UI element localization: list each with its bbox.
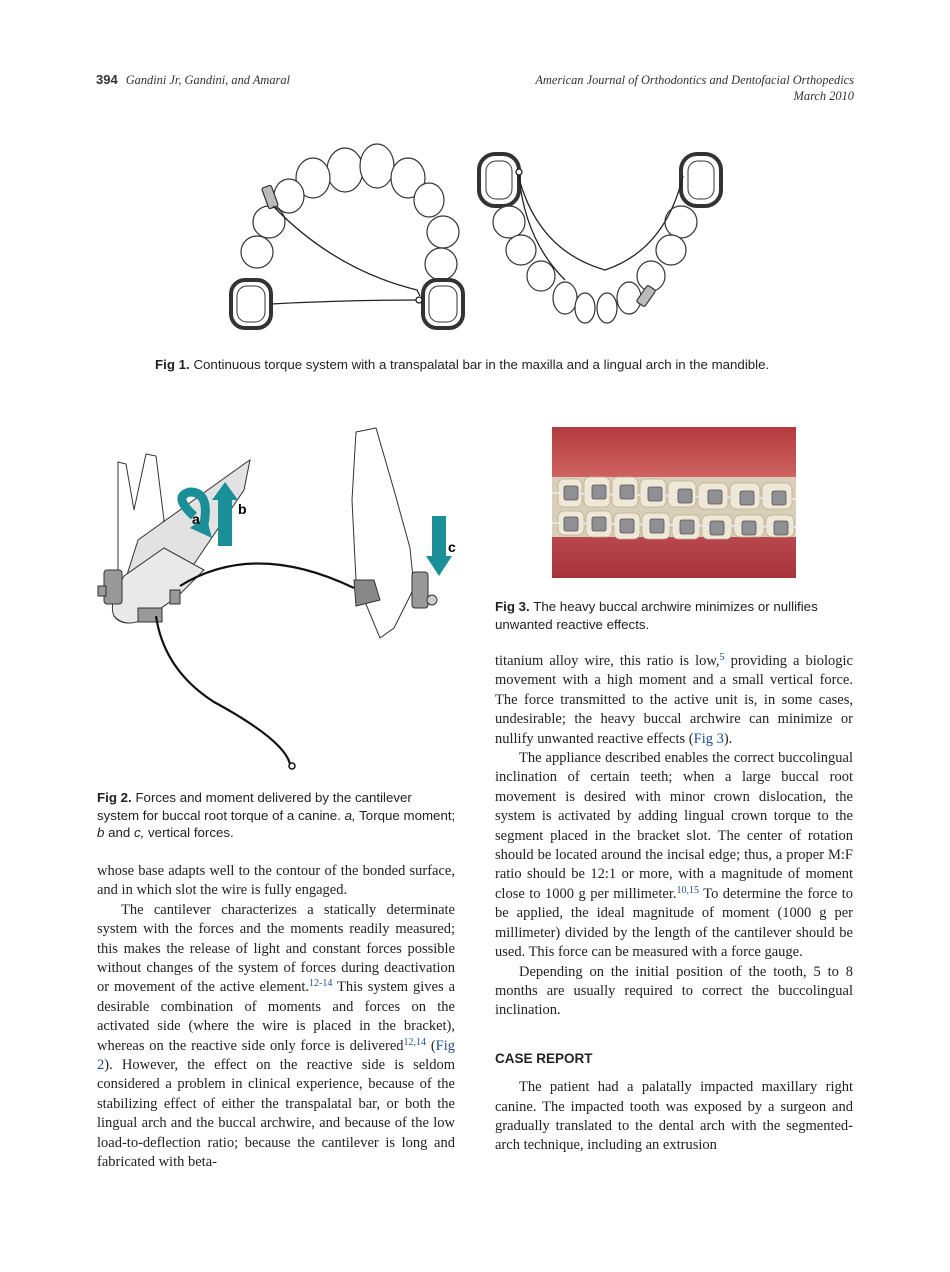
fig2-caption-a: a, bbox=[344, 807, 356, 823]
left-paragraph-1: whose base adapts well to the contour of the bonded surface, and in which slot the wire is fully engaged. bbox=[97, 863, 455, 899]
running-header-left bbox=[96, 72, 290, 88]
fig2-caption-c: c, bbox=[133, 825, 145, 840]
right-column bbox=[495, 652, 853, 1156]
left-column bbox=[97, 862, 455, 1173]
fig2-link[interactable]: Fig 2 bbox=[97, 1037, 455, 1074]
fig1-illustration bbox=[225, 140, 735, 340]
citation-5[interactable]: 5 bbox=[719, 652, 725, 663]
right-paragraph-4: The patient had a palatally impacted maxillary right canine. The impacted tooth was exposed by a surgeon and gradually translated to the dental arch with the segmented-arch technique, including an extrusion bbox=[495, 1079, 853, 1154]
canine-reactive bbox=[352, 428, 437, 638]
fig2-caption-part3: and bbox=[104, 825, 134, 840]
left-paragraph-2 bbox=[97, 901, 455, 1173]
left-p2-text-d: ). However, the effect on the reactive side is seldom considered a problem in clinical experience, because of the stabilizing effect of either the transpalatal bar, or both the lingual arch and the buccal archwire, and because of the low load-to-deflection ratio; because the cantilever is long and fabricated with beta- bbox=[97, 1057, 455, 1171]
right-paragraph-3: Depending on the initial position of the tooth, 5 to 8 months are usually required to correct the buccolingual inclination. bbox=[495, 963, 853, 1019]
citation-12-14b[interactable]: 12,14 bbox=[403, 1036, 427, 1048]
right-p1-text-b: providing a biologic movement with a high moment and a small vertical force. The force transmitted to the active unit is, in some cases, undesirable; the heavy buccal archwire can minimize or nullify unwanted reactive effects ( bbox=[495, 653, 853, 747]
right-paragraph-1 bbox=[495, 652, 853, 749]
fig3-caption-text: The heavy buccal archwire minimizes or nullifies unwanted reactive effects. bbox=[495, 599, 818, 632]
right-p1-text-a: titanium alloy wire, this ratio is low, bbox=[495, 653, 720, 669]
fig2-caption-part2: Torque moment; bbox=[355, 807, 456, 823]
fig3-caption bbox=[495, 598, 855, 633]
fig2-caption bbox=[97, 789, 457, 842]
running-header-right bbox=[535, 72, 854, 104]
header-journal: American Journal of Orthodontics and Dentofacial Orthopedics bbox=[535, 73, 854, 87]
mandible-arch bbox=[479, 154, 721, 323]
fig3-label: Fig 3. bbox=[495, 599, 530, 614]
case-report-heading: CASE REPORT bbox=[495, 1050, 593, 1066]
fig2-label-b: b bbox=[238, 501, 247, 517]
fig2-illustration bbox=[94, 420, 464, 780]
fig1-caption bbox=[155, 356, 795, 374]
right-p2-text-b: To determine the force to be applied, the ideal magnitude of moment (1000 g per millimeter) divided by the length of the cantilever should be used. This force can be measured with a force gauge. bbox=[495, 885, 854, 961]
right-p2-text-a: The appliance described enables the correct buccolingual inclination of certain teeth; when a large buccal root movement is desired with minor crown dislocation, the system is activated by adding lingual crown torque to the segment placed in the bracket slot. The center of rotation should be located around the incisal edge; thus, a proper M:F ratio should be 12:1 or more, with a magnitude of moment close to 1000 g per millimeter. bbox=[495, 750, 853, 902]
fig2-caption-b: b bbox=[97, 825, 105, 840]
left-p2-text-c: ( bbox=[426, 1037, 436, 1054]
right-p1-text-c: ). bbox=[723, 730, 733, 747]
fig3-link[interactable]: Fig 3 bbox=[693, 730, 724, 747]
fig1-caption-text: Continuous torque system with a transpalatal bar in the maxilla and a lingual arch in the mandible. bbox=[193, 357, 770, 372]
right-paragraph-2 bbox=[495, 749, 853, 962]
header-issue: March 2010 bbox=[793, 89, 854, 103]
citation-10-15[interactable]: 10,15 bbox=[676, 884, 699, 896]
header-authors: Gandini Jr, Gandini, and Amaral bbox=[125, 73, 290, 87]
fig2-label: Fig 2. bbox=[97, 790, 132, 805]
fig2-label-c: c bbox=[448, 539, 456, 555]
citation-12-14[interactable]: 12-14 bbox=[309, 978, 333, 990]
fig2-caption-part4: vertical forces. bbox=[144, 825, 234, 840]
fig1-label: Fig 1. bbox=[155, 357, 190, 372]
left-p2-text-a: The cantilever characterizes a statically determinate system with the forces and the moments readily measured; this makes the release of light and constant forces possible without changes of the system of forces during deactivation or movement of the active element. bbox=[97, 901, 455, 996]
left-p2-text-b: This system gives a desirable combination of moments and forces on the activated side (where the wire is placed in the bracket), whereas on the reactive side only force is delivered bbox=[97, 979, 456, 1054]
fig2-caption-part1: Forces and moment delivered by the cantilever system for buccal root torque of a canine. bbox=[97, 790, 412, 823]
transpalatal-wire bbox=[271, 206, 422, 304]
fig2-label-a: a bbox=[192, 511, 200, 527]
page-number: 394 bbox=[96, 72, 118, 87]
fig3-photo bbox=[552, 427, 796, 578]
